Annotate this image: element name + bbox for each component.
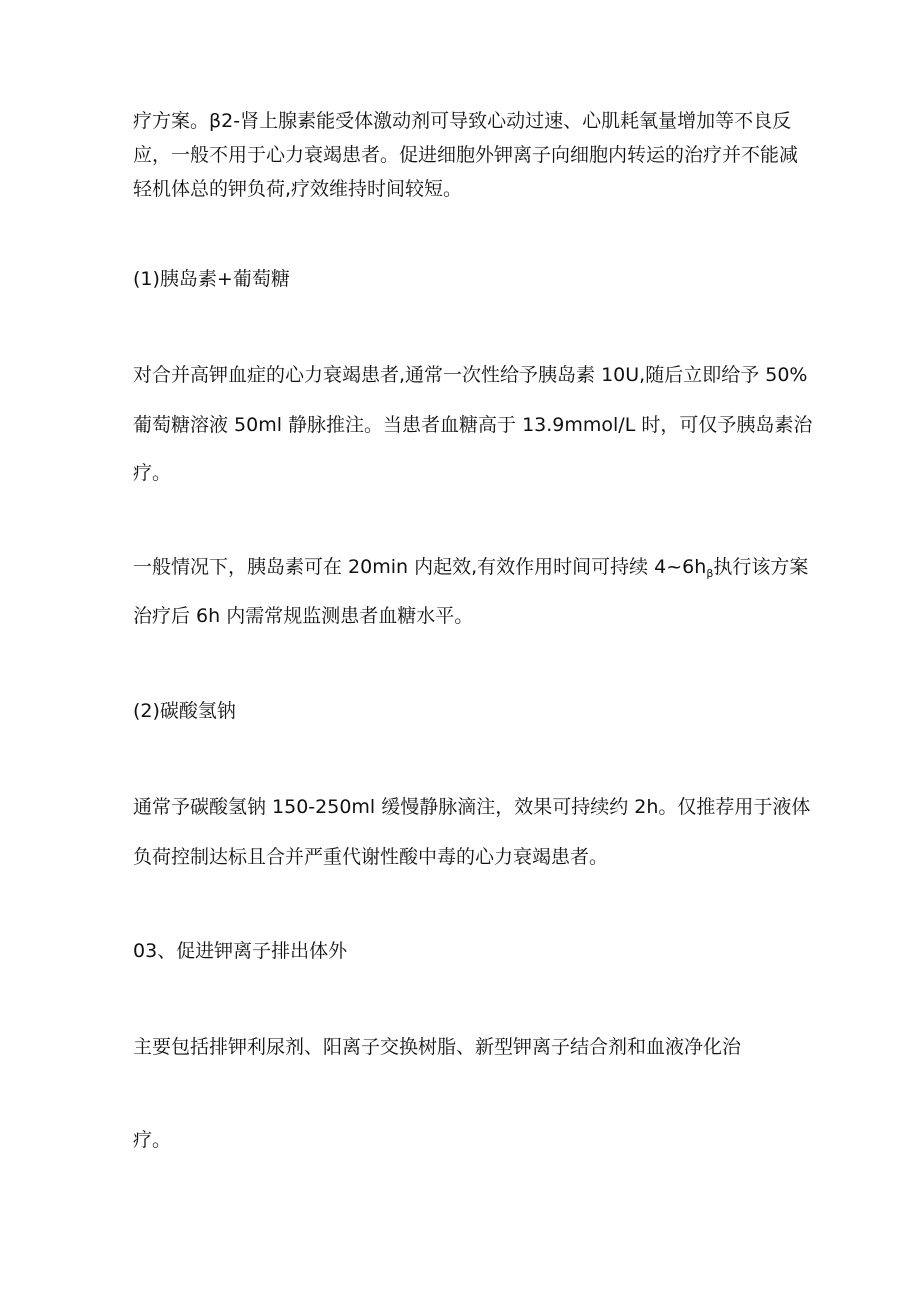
section-heading: (1)胰岛素+葡萄糖 <box>133 268 290 290</box>
paragraph-line: 通常予碳酸氢钠 150-250ml 缓慢静脉滴注，效果可持续约 2h。仅推荐用于液体 <box>133 796 811 818</box>
paragraph-text: 执行该方案 <box>713 556 809 578</box>
paragraph-line: 疗。 <box>133 462 172 484</box>
paragraph-line: 疗方案。β2-肾上腺素能受体激动剂可导致心动过速、心肌耗氧量增加等不良反 <box>133 110 792 132</box>
paragraph-line: 葡萄糖溶液 50ml 静脉推注。当患者血糖高于 13.9mmol/L 时，可仅予胰岛素治 <box>133 414 813 436</box>
paragraph-line: 轻机体总的钾负荷,疗效维持时间较短。 <box>133 178 463 200</box>
paragraph-line: 治疗后 6h 内需常规监测患者血糖水平。 <box>133 605 474 627</box>
subscript-mark: β <box>706 567 714 580</box>
paragraph-line <box>133 554 808 587</box>
paragraph-text: 一般情况下，胰岛素可在 20min 内起效,有效作用时间可持续 4~6h <box>133 556 707 578</box>
section-heading: (2)碳酸氢钠 <box>133 700 236 722</box>
paragraph-line: 负荷控制达标且合并严重代谢性酸中毒的心力衰竭患者。 <box>133 846 609 868</box>
section-heading: 03、促进钾离子排出体外 <box>133 940 348 962</box>
paragraph-line: 疗。 <box>133 1129 172 1151</box>
paragraph-line: 应，一般不用于心力衰竭患者。促进细胞外钾离子向细胞内转运的治疗并不能减 <box>133 144 799 166</box>
paragraph-line: 主要包括排钾利尿剂、阳离子交换树脂、新型钾离子结合剂和血液净化治 <box>133 1036 742 1058</box>
paragraph-line: 对合并高钾血症的心力衰竭患者,通常一次性给予胰岛素 10U,随后立即给予 50% <box>133 364 808 386</box>
